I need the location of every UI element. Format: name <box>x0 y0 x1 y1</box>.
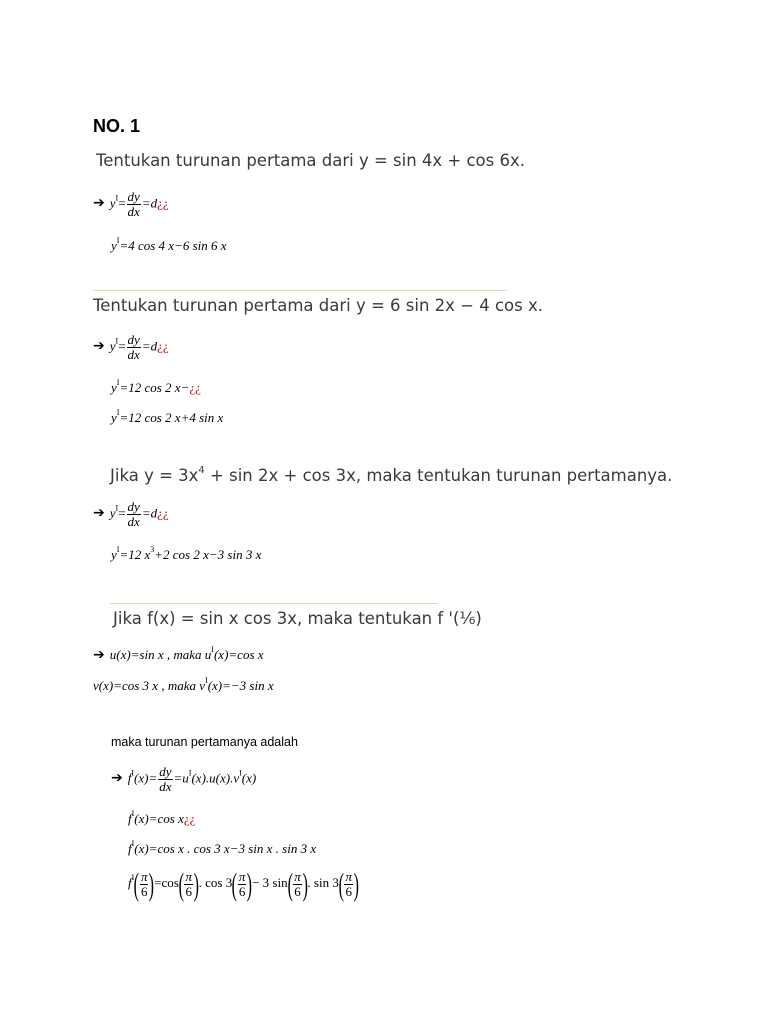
arrow-right-icon: ➔ <box>93 338 105 355</box>
solution-4-u-line: ➔ u(x)=sin x , maka $u^I(x)=\cos$ x <box>93 645 264 663</box>
solution-4-v-line: v(x)=cos 3 x , maka $v^I(x)=-3$ sin x <box>93 676 274 693</box>
solution-4-line-3: $f^I(x)=\cos$ x . cos 3 x−3 sin x . sin 3 x <box>128 839 317 856</box>
divider-1 <box>93 290 507 291</box>
arrow-right-icon: ➔ <box>93 647 105 663</box>
solution-1-line-2: $y^I=4$ cos 4 x−6 sin 6 x <box>111 236 227 253</box>
page-heading: NO. 1 <box>93 116 141 136</box>
solution-2-line-3: $y^I=12$ cos 2 x+4 sin x <box>111 408 224 425</box>
arrow-right-icon: ➔ <box>111 770 123 787</box>
solution-1-line-1: ➔ $y^I=$ $\frac{dy}{dx}$ =d¿¿ <box>93 189 169 219</box>
solution-4-line-2: $f^I(x)=\cos$ x¿¿ <box>128 809 196 826</box>
problem-2-text: Tentukan turunan pertama dari y = 6 sin 2x − 4 cos x. <box>93 296 543 315</box>
problem-1-text: Tentukan turunan pertama dari y = sin 4x + cos 6x. <box>96 151 525 170</box>
problem-4-text: Jika f(x) = sin x cos 3x, maka tentukan f '(⅙) <box>113 609 482 628</box>
solution-3-line-1: ➔ $y^I=$ $\frac{dy}{dx}$ =d¿¿ <box>93 499 169 529</box>
arrow-right-icon: ➔ <box>93 505 105 522</box>
solution-4-line-1: ➔ $f^I(x)=$ $\frac{dy}{dx}$ $=u^I(x).u(x).v^I(x)$ <box>111 764 257 794</box>
divider-2 <box>110 603 438 604</box>
caption-text: maka turunan pertamanya adalah <box>111 735 298 749</box>
arrow-right-icon: ➔ <box>93 195 105 212</box>
solution-3-line-2: $y^I=12$ $x^3+2$ cos 2 x−3 sin 3 x <box>111 545 262 562</box>
solution-2-line-1: ➔ $y^I=$ $\frac{dy}{dx}$ =d¿¿ <box>93 332 169 362</box>
solution-4-line-4: $f^I$( $\frac{\pi}{6}$ )=cos( $\frac{\pi}{6}$ ). cos 3( $\frac{\pi}{6}$ )− 3 sin( $\frac{\pi}{6}$ ). sin 3( $\frac{\pi}{6}$ ) <box>128 866 359 902</box>
problem-3-text: Jika $y = 3x^4 + \sin 2x + \cos 3x$, maka tentukan turunan pertamanya. <box>110 465 673 485</box>
solution-2-line-2: $y^I=12$ cos 2 x−¿¿ <box>111 378 201 395</box>
